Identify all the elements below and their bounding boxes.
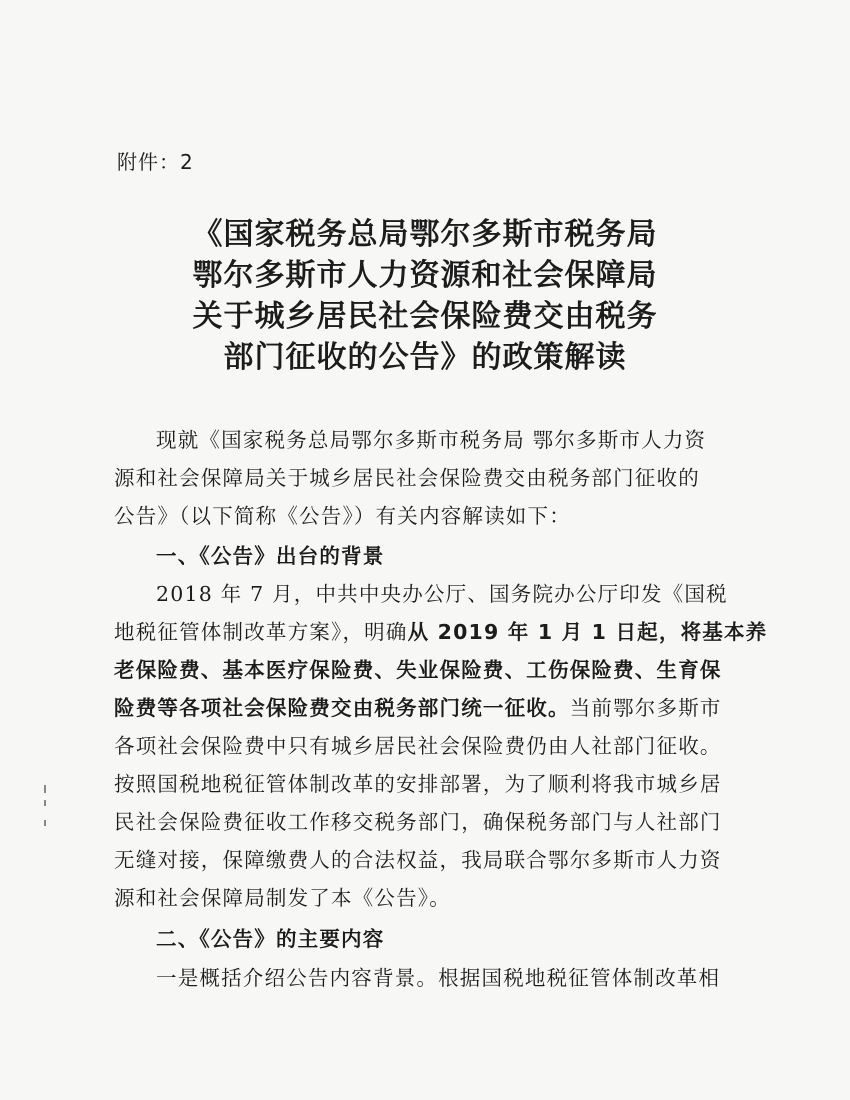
paragraph-line: 各项社会保险费中只有城乡居民社会保险费仍由人社部门征收。 (114, 734, 722, 758)
paragraph-line: 老保险费、基本医疗保险费、失业保险费、工伤保险费、生育保 (114, 658, 722, 682)
paragraph-line (114, 691, 722, 721)
paragraph-line: 源和社会保障局制发了本《公告》。 (114, 886, 451, 910)
paragraph-line: 民社会保险费征收工作移交税务部门，确保税务部门与人社部门 (114, 810, 722, 834)
scan-edge-mark (44, 820, 46, 826)
document-title (120, 214, 730, 378)
title-line: 鄂尔多斯市人力资源和社会保障局 (192, 258, 658, 293)
paragraph-line: 按照国税地税征管体制改革的安排部署，为了顺利将我市城乡居 (114, 772, 722, 796)
text-normal: 地税征管体制改革方案》，明确 (114, 620, 408, 644)
attachment-label: 附件：2 (117, 150, 194, 174)
text-normal: 当前鄂尔多斯市 (569, 696, 722, 720)
paragraph-line: 一是概括介绍公告内容背景。根据国税地税征管体制改革相 (156, 966, 721, 990)
intro-line: 源和社会保障局关于城乡居民社会保险费交由税务部门征收的 (114, 466, 700, 490)
intro-line: 现就《国家税务总局鄂尔多斯市税务局 鄂尔多斯市人力资 (156, 428, 707, 452)
text-bold: 从 2019 年 1 月 1 日起，将基本养 (407, 620, 768, 644)
section-heading: 二、《公告》的主要内容 (156, 927, 385, 951)
scan-edge-mark (44, 800, 46, 806)
paragraph-line (114, 615, 767, 645)
title-line: 关于城乡居民社会保险费交由税务 (192, 299, 658, 334)
scan-edge-mark (44, 785, 46, 793)
section-heading: 一、《公告》出台的背景 (156, 544, 385, 568)
paragraph-line: 无缝对接，保障缴费人的合法权益，我局联合鄂尔多斯市人力资 (114, 848, 722, 872)
title-line: 《国家税务总局鄂尔多斯市税务局 (192, 217, 658, 252)
intro-line: 公告》（以下简称《公告》）有关内容解读如下： (114, 504, 571, 528)
title-line: 部门征收的公告》的政策解读 (223, 340, 627, 375)
paragraph-line: 2018 年 7 月，中共中央办公厅、国务院办公厅印发《国税 (156, 582, 728, 606)
text-bold: 险费等各项社会保险费交由税务部门统一征收。 (114, 696, 570, 720)
